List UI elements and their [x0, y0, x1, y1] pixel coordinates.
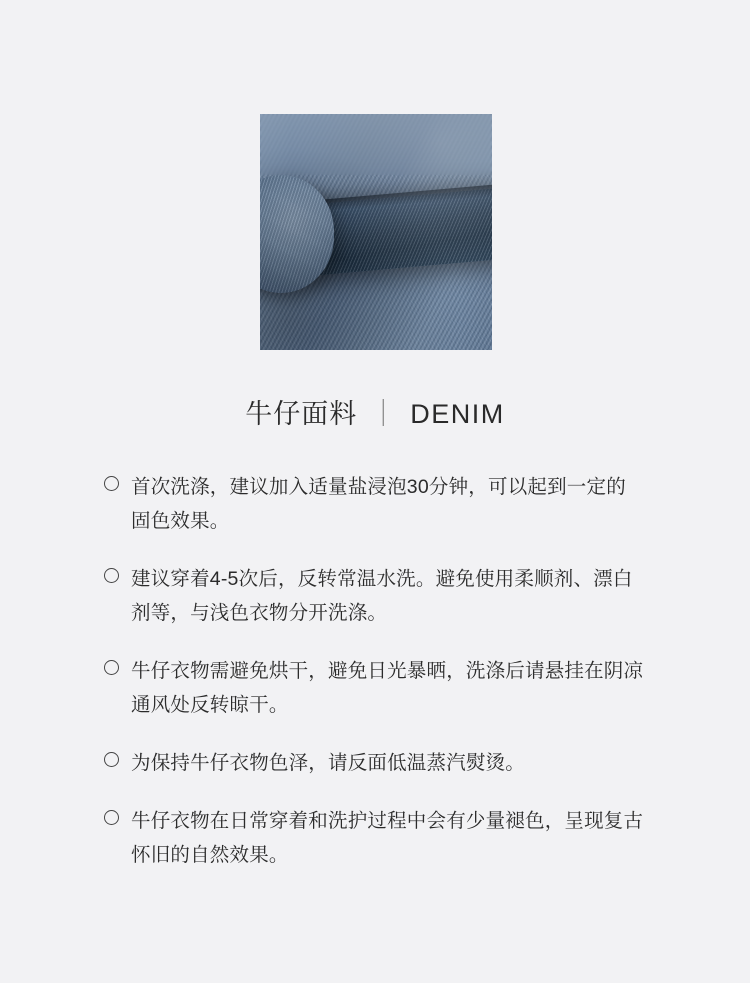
list-item [104, 746, 644, 780]
denim-fabric-photo [260, 114, 492, 350]
title-divider: ｜ [369, 399, 398, 429]
page-title-en: DENIM [410, 399, 505, 429]
circle-outline-icon [104, 752, 119, 767]
care-instruction-text: 牛仔衣物需避免烘干，避免日光暴晒，洗涤后请悬挂在阴凉通风处反转晾干。 [131, 660, 644, 716]
care-instruction-text: 建议穿着4-5次后，反转常温水洗。避免使用柔顺剂、漂白剂等，与浅色衣物分开洗涤。 [131, 568, 633, 624]
care-instruction-list [104, 470, 644, 872]
circle-outline-icon [104, 810, 119, 825]
care-instruction-text: 为保持牛仔衣物色泽，请反面低温蒸汽熨烫。 [131, 752, 526, 774]
circle-outline-icon [104, 660, 119, 675]
circle-outline-icon [104, 568, 119, 583]
page-title-cn: 牛仔面料 [245, 399, 358, 429]
page-title [0, 392, 750, 431]
list-item [104, 654, 644, 722]
list-item [104, 562, 644, 630]
care-instruction-text: 首次洗涤，建议加入适量盐浸泡30分钟，可以起到一定的固色效果。 [131, 476, 626, 532]
list-item [104, 470, 644, 538]
denim-fabric-image [260, 114, 492, 350]
photo-depth-blur [260, 114, 492, 175]
circle-outline-icon [104, 476, 119, 491]
list-item [104, 804, 644, 872]
care-instruction-text: 牛仔衣物在日常穿着和洗护过程中会有少量褪色，呈现复古怀旧的自然效果。 [131, 810, 644, 866]
